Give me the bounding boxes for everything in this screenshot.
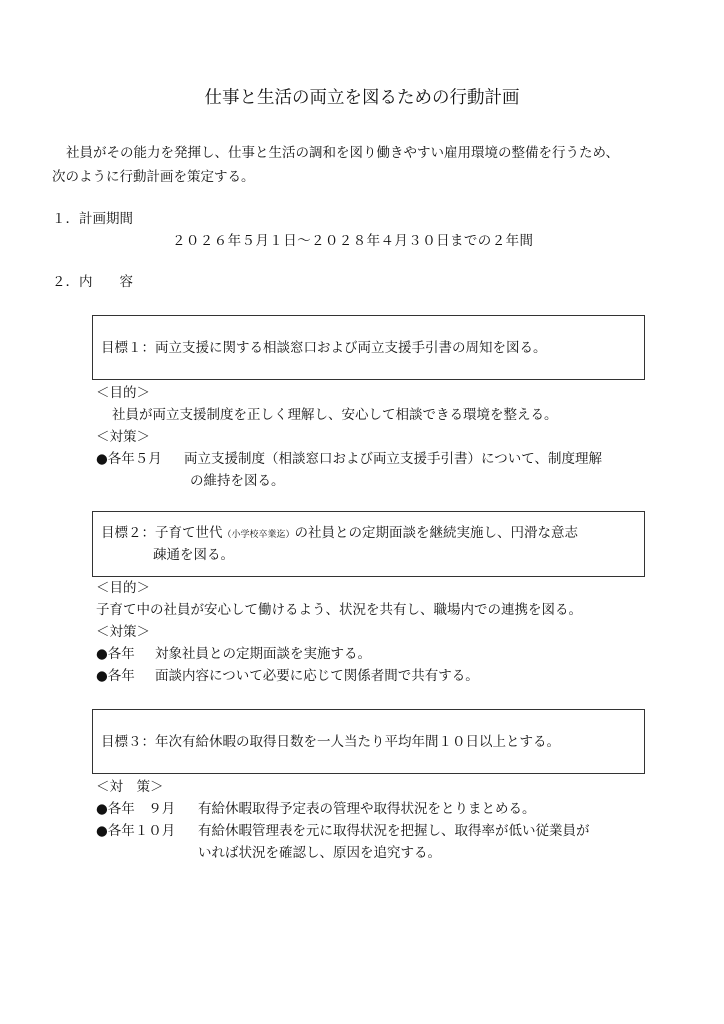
goal-2-measures-label: ＜対策＞ bbox=[96, 624, 150, 640]
goal-2-text bbox=[101, 525, 578, 541]
goal-2-text-line-2: 疎通を図る。 bbox=[153, 547, 234, 563]
plan-period-text: ２０２６年５月１日～２０２８年４月３０日までの２年間 bbox=[172, 233, 534, 249]
goal-3-box bbox=[92, 709, 645, 774]
goal-2-purpose-label: ＜目的＞ bbox=[96, 580, 150, 596]
goal-2-text-note: （小学校卒業迄） bbox=[222, 530, 295, 540]
goal-3-text: 目標３：年次有給休暇の取得日数を一人当たり平均年間１０日以上とする。 bbox=[101, 734, 560, 750]
goal-1-purpose-label: ＜目的＞ bbox=[96, 385, 150, 401]
goal-1-measure-1-line-1: 両立支援制度（相談窓口および両立支援手引書）について、制度理解 bbox=[184, 451, 602, 467]
section-2-heading: ２．内 容 bbox=[52, 274, 133, 290]
section-1-heading: １．計画期間 bbox=[52, 211, 133, 227]
goal-2-purpose: 子育て中の社員が安心して働けるよう、状況を共有し、職場内での連携を図る。 bbox=[96, 602, 582, 618]
goal-1-measure-1-line-2: の維持を図る。 bbox=[190, 473, 285, 489]
goal-3-measure-2-line-1: 有給休暇管理表を元に取得状況を把握し、取得率が低い従業員が bbox=[198, 823, 590, 839]
document-title: 仕事と生活の両立を図るための行動計画 bbox=[204, 88, 520, 108]
goal-1-text: 目標１：両立支援に関する相談窓口および両立支援手引書の周知を図る。 bbox=[101, 340, 547, 356]
goal-1-measure-1-bullet: ●各年５月 bbox=[96, 451, 162, 467]
goal-2-measure-1-bullet: ●各年 bbox=[96, 646, 135, 662]
goal-3-measure-2-bullet: ●各年１０月 bbox=[96, 823, 176, 839]
goal-2-measure-2: 面談内容について必要に応じて関係者間で共有する。 bbox=[155, 668, 479, 684]
goal-1-measures-label: ＜対策＞ bbox=[96, 429, 150, 445]
goal-2-measure-1: 対象社員との定期面談を実施する。 bbox=[155, 646, 371, 662]
goal-1-purpose: 社員が両立支援制度を正しく理解し、安心して相談できる環境を整える。 bbox=[112, 407, 558, 423]
goal-3-measure-1-bullet: ●各年 ９月 bbox=[96, 801, 176, 817]
goal-3-measure-1: 有給休暇取得予定表の管理や取得状況をとりまとめる。 bbox=[198, 801, 536, 817]
intro-line-1: 社員がその能力を発揮し、仕事と生活の調和を図り働きやすい雇用環境の整備を行うため、 bbox=[66, 145, 619, 161]
goal-2-measure-2-bullet: ●各年 bbox=[96, 668, 135, 684]
goal-2-text-suffix: の社員との定期面談を継続実施し、円滑な意志 bbox=[294, 525, 579, 541]
goal-2-box bbox=[92, 511, 645, 577]
goal-3-measure-2-line-2: いれば状況を確認し、原因を追究する。 bbox=[198, 845, 441, 861]
goal-1-box bbox=[92, 315, 645, 380]
goal-3-measures-label: ＜対 策＞ bbox=[96, 779, 164, 795]
intro-line-2: 次のように行動計画を策定する。 bbox=[52, 169, 255, 185]
goal-2-text-prefix: 目標２：子育て世代 bbox=[101, 525, 223, 541]
